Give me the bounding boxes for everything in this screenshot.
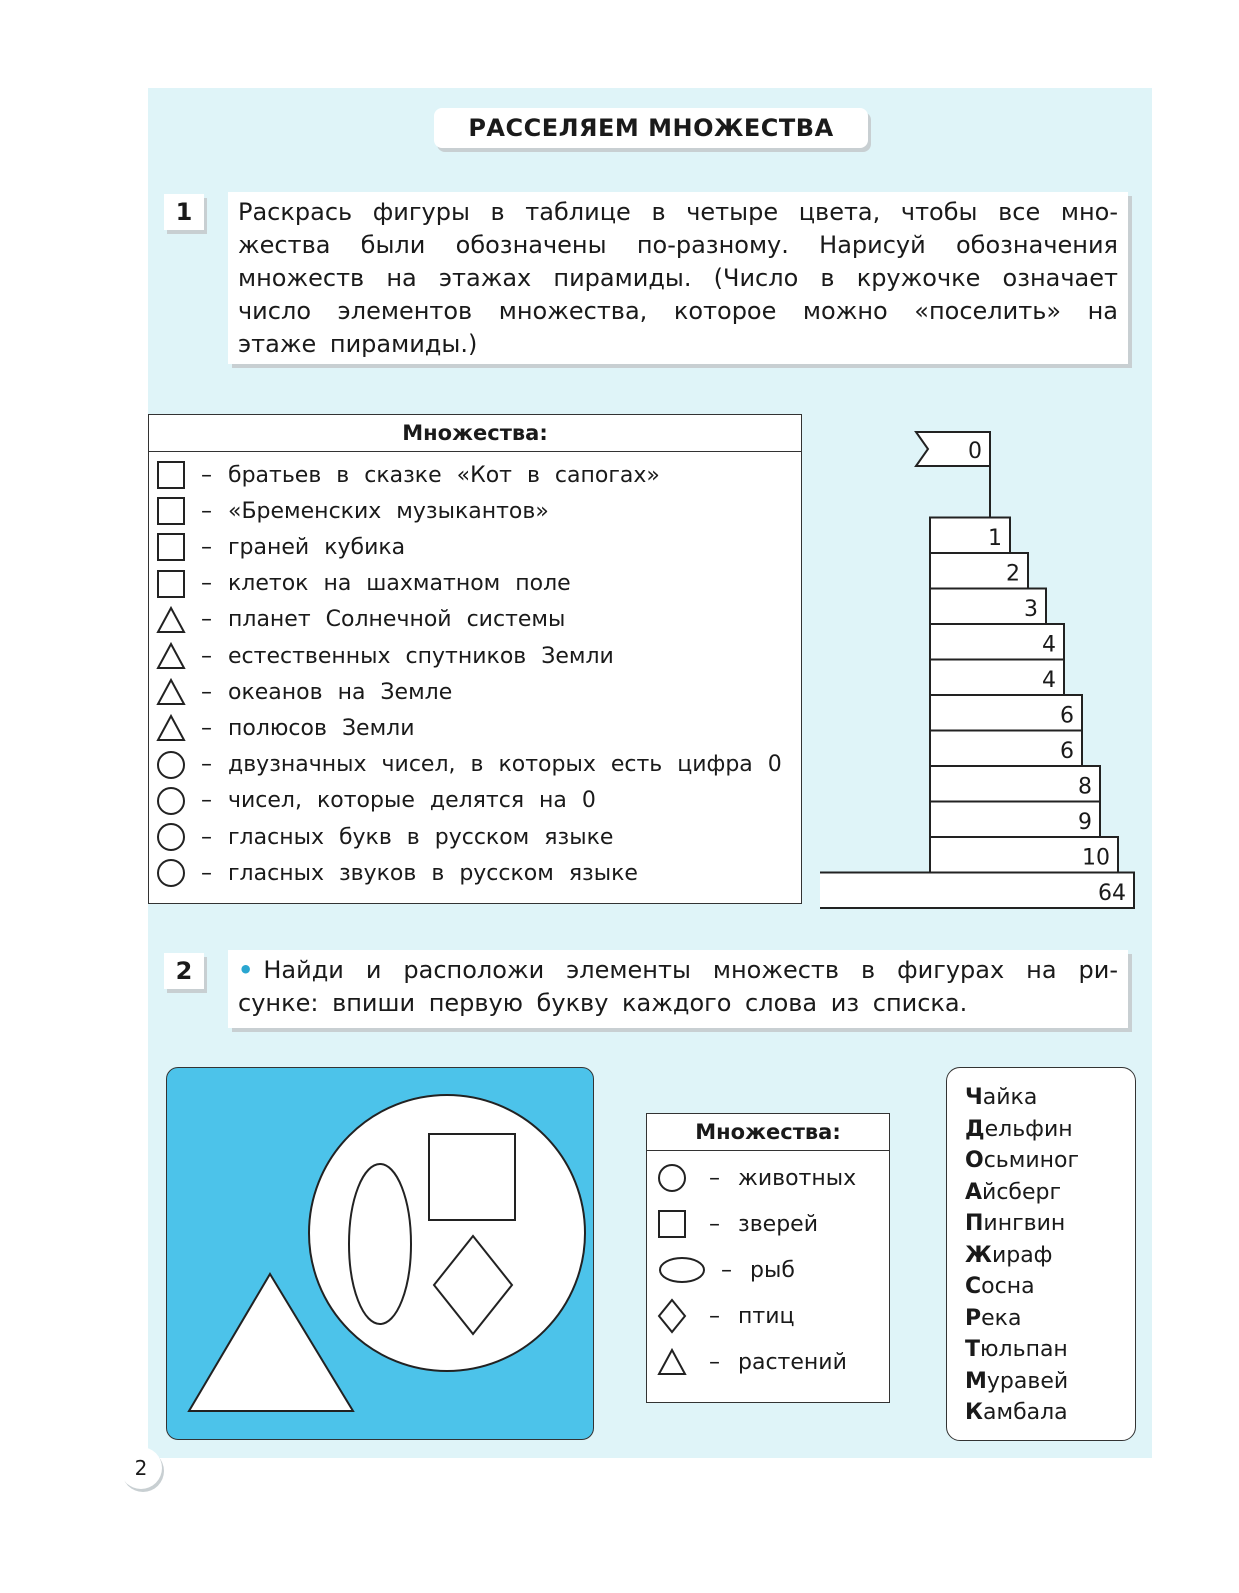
word-item: Муравей	[965, 1368, 1069, 1394]
triangle-icon	[655, 1347, 689, 1377]
task1-line: жества были обозначены по-разному. Нарисуй обозначения	[238, 231, 1118, 259]
word-item: Жираф	[965, 1242, 1053, 1268]
sets-legend-row	[647, 1296, 794, 1336]
task2-text	[228, 950, 1128, 1028]
page-number: 2	[120, 1447, 162, 1489]
square-icon[interactable]	[155, 495, 187, 527]
sets-legend-row	[647, 1204, 818, 1244]
word-item: Чайка	[965, 1085, 1038, 1110]
beasts-square[interactable]	[429, 1134, 515, 1220]
circle-icon[interactable]	[155, 857, 187, 889]
circle-icon	[655, 1163, 689, 1193]
set-description: братьев в сказке «Кот в сапогах»	[228, 462, 660, 488]
dash: –	[201, 462, 212, 488]
dash: –	[721, 1257, 732, 1283]
sets-table-row	[149, 493, 549, 529]
set-description: гласных звуков в русском языке	[228, 860, 638, 886]
task1-number: 1	[164, 194, 204, 230]
set-description: чисел, которые делятся на 0	[228, 788, 596, 814]
pyramid-floor-capacity: 4	[1042, 632, 1056, 658]
circle-icon[interactable]	[155, 749, 187, 781]
sets-table-row	[149, 638, 614, 674]
sets-table-row	[149, 529, 405, 565]
word-item: Река	[965, 1305, 1022, 1331]
task1-text	[228, 192, 1128, 364]
task2-line: сунке: впиши первую букву каждого слова из списка.	[238, 989, 968, 1017]
task2-line-text: Найди и расположи элементы множеств в фигурах на ри-	[263, 956, 1118, 984]
sets-table-row	[149, 710, 415, 746]
task1-line: множеств на этажах пирамиды. (Число в кружочке означает	[238, 264, 1118, 292]
sets-legend-row	[647, 1250, 795, 1290]
dash: –	[201, 715, 212, 741]
triangle-icon[interactable]	[155, 676, 187, 708]
task2-number: 2	[164, 953, 204, 989]
task1-line: число элементов множества, которое можно «поселить» на	[238, 297, 1118, 325]
set-description: двузначных чисел, в которых есть цифра 0	[228, 752, 782, 778]
pyramid	[820, 430, 1160, 910]
square-icon[interactable]	[155, 531, 187, 563]
set-description: птиц	[738, 1303, 795, 1329]
word-item: Пингвин	[965, 1211, 1066, 1236]
sets-legend-header: Множества:	[647, 1114, 889, 1151]
sets-table-row	[149, 566, 571, 602]
sets-legend-row	[647, 1342, 847, 1382]
dash: –	[201, 643, 212, 669]
triangle-icon[interactable]	[155, 712, 187, 744]
pyramid-floor-capacity: 9	[1078, 810, 1092, 835]
set-description: полюсов Земли	[228, 715, 415, 741]
dash: –	[201, 860, 212, 886]
sets-table-row	[149, 855, 638, 891]
triangle-icon[interactable]	[155, 604, 187, 636]
dash: –	[201, 752, 212, 778]
fish-ellipse[interactable]	[349, 1164, 411, 1324]
task1-line: этаже пирамиды.)	[238, 330, 478, 358]
pyramid-floor-capacity: 10	[1082, 845, 1110, 871]
dash: –	[201, 824, 212, 850]
pyramid-floor-capacity: 4	[1042, 668, 1056, 693]
word-item: Камбала	[965, 1400, 1068, 1425]
diamond-icon	[655, 1298, 689, 1334]
sets-table-row	[149, 783, 596, 819]
dash: –	[201, 571, 212, 597]
dash: –	[201, 679, 212, 705]
sets-legend-row	[647, 1158, 856, 1198]
dash: –	[709, 1165, 720, 1191]
pyramid-floor-capacity: 1	[988, 526, 1002, 551]
word-item: Сосна	[965, 1274, 1035, 1299]
pyramid-floor-capacity: 2	[1006, 561, 1020, 587]
pyramid-floor-capacity: 8	[1078, 774, 1092, 800]
ellipse-icon	[655, 1255, 709, 1285]
set-description: рыб	[750, 1257, 795, 1283]
circle-icon[interactable]	[155, 821, 187, 853]
set-description: планет Солнечной системы	[228, 607, 566, 633]
square-icon[interactable]	[155, 568, 187, 600]
pyramid-floor-capacity: 6	[1060, 739, 1074, 764]
task1-line: Раскрась фигуры в таблице в четыре цвета, чтобы все мно-	[238, 198, 1118, 226]
sets-legend	[646, 1113, 890, 1403]
set-description: граней кубика	[228, 534, 406, 560]
word-item: Тюльпан	[965, 1337, 1068, 1362]
sets-table-row	[149, 674, 452, 710]
sets-table-row	[149, 747, 782, 783]
dash: –	[201, 607, 212, 633]
set-description: клеток на шахматном поле	[228, 571, 571, 597]
dash: –	[201, 498, 212, 524]
page-title: РАССЕЛЯЕМ МНОЖЕСТВА	[434, 108, 868, 148]
flag-capacity: 0	[968, 439, 982, 464]
task2-line	[238, 954, 1118, 987]
sets-diagram	[166, 1067, 594, 1440]
bullet-icon: •	[238, 956, 254, 984]
set-description: океанов на Земле	[228, 679, 453, 705]
pyramid-floor-capacity: 6	[1060, 703, 1074, 729]
set-description: животных	[738, 1165, 857, 1191]
pyramid-floor[interactable]	[930, 766, 1100, 802]
pyramid-floor-capacity: 3	[1024, 597, 1038, 622]
triangle-icon[interactable]	[155, 640, 187, 672]
dash: –	[709, 1349, 720, 1375]
sets-table-row	[149, 819, 613, 855]
word-item: Дельфин	[965, 1116, 1073, 1142]
dash: –	[709, 1211, 720, 1237]
set-description: зверей	[738, 1211, 818, 1237]
dash: –	[201, 534, 212, 560]
sets-table-header: Множества:	[149, 415, 801, 452]
pyramid-floor[interactable]	[820, 873, 1134, 909]
pyramid-floor-capacity: 64	[1098, 881, 1126, 906]
set-description: «Бременских музыкантов»	[228, 498, 549, 524]
word-item: Осьминог	[965, 1148, 1080, 1173]
word-list	[946, 1067, 1136, 1441]
sets-table-row	[149, 457, 660, 493]
square-icon[interactable]	[155, 459, 187, 491]
pyramid-floor[interactable]	[930, 802, 1100, 838]
set-description: растений	[738, 1349, 847, 1375]
dash: –	[709, 1303, 720, 1329]
dash: –	[201, 788, 212, 814]
square-icon	[655, 1209, 689, 1239]
sets-table	[148, 414, 802, 904]
circle-icon[interactable]	[155, 785, 187, 817]
sets-table-row	[149, 602, 565, 638]
set-description: гласных букв в русском языке	[228, 824, 614, 850]
word-item: Айсберг	[965, 1179, 1062, 1205]
set-description: естественных спутников Земли	[228, 643, 614, 669]
